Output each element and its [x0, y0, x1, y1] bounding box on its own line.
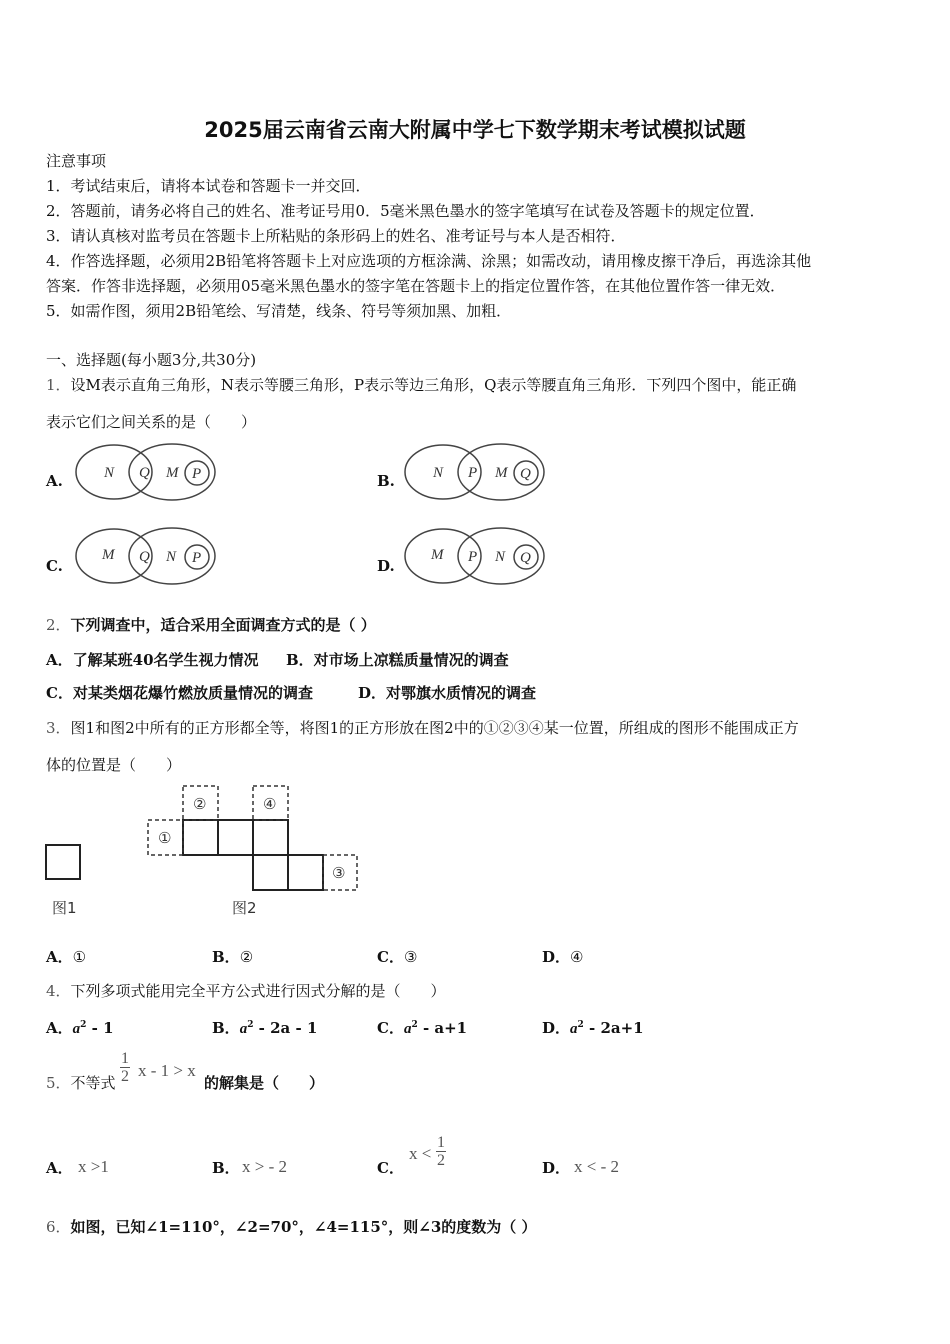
option-label: A． — [46, 1019, 73, 1037]
page-title: 2025届云南省云南大附属中学七下数学期末考试模拟试题 — [204, 118, 746, 142]
option — [46, 1016, 114, 1038]
option: D．对鄂旗水质情况的调查 — [358, 684, 537, 702]
figure-2-caption: 图2 — [232, 899, 257, 917]
venn-label: P — [192, 550, 202, 566]
notice-item: 1．考试结束后，请将本试卷和答题卡一并交回． — [46, 177, 371, 195]
figure-1-square — [46, 845, 80, 879]
option-value: ③ — [403, 948, 418, 966]
option — [542, 948, 583, 966]
exponent: 2 — [411, 1020, 418, 1030]
question-text: 的解集是（ ） — [204, 1074, 325, 1092]
venn-label: M — [431, 547, 444, 563]
position-mark-2: ② — [193, 795, 207, 813]
variable: a — [570, 1021, 578, 1037]
option-label: C． — [377, 1159, 404, 1177]
notice-item: 答案．作答非选择题，必须用05毫米黑色墨水的签字笔在答题卡上的指定位置作答，在其他位置作答一律无效． — [46, 277, 786, 295]
inequality-expression: x - 1 > x — [138, 1061, 196, 1080]
question-number: 5． — [46, 1074, 71, 1092]
notice-item: 2．答题前，请务必将自己的姓名、准考证号用0．5毫米黑色墨水的签字笔填写在试卷及答题卡的规定位置． — [46, 202, 765, 220]
question-text: 下列调查中，适合采用全面调查方式的是（ ） — [70, 616, 376, 634]
venn-label: Q — [139, 465, 150, 481]
numerator: 1 — [121, 1050, 129, 1067]
venn-label: N — [166, 549, 177, 565]
question-2 — [46, 616, 376, 634]
option-value: ② — [239, 948, 254, 966]
expression: - 2a+1 — [583, 1019, 644, 1037]
option — [46, 948, 86, 966]
fraction — [120, 1050, 130, 1085]
cube-net-figure — [40, 780, 370, 925]
option-label: A. — [46, 472, 63, 490]
question-number: 1． — [46, 376, 71, 394]
option-value: x < — [409, 1144, 432, 1163]
venn-label: Q — [139, 549, 150, 565]
exponent: 2 — [577, 1020, 584, 1030]
question-text: 图1和图2中所有的正方形都全等，将图1的正方形放在图2中的①②③④某一位置，所组成的图形不能围成正方 — [70, 719, 799, 737]
option-label: D. — [377, 557, 395, 575]
variable: a — [403, 1021, 412, 1037]
option — [212, 1016, 317, 1038]
venn-label: M — [166, 465, 179, 481]
venn-label: N — [104, 465, 115, 481]
option-value: x < - 2 — [574, 1157, 619, 1176]
notice-item: 4．作答选择题，必须用2B铅笔将答题卡上对应选项的方框涂满、涂黑；如需改动，请用橡皮擦干净后，再选涂其他 — [46, 252, 812, 270]
numerator: 1 — [437, 1134, 445, 1151]
question-6 — [46, 1218, 537, 1236]
question-3-cont: 体的位置是（ ） — [46, 756, 182, 774]
venn-label: Q — [520, 550, 531, 566]
option-label: C． — [377, 948, 404, 966]
question-number: 4． — [46, 982, 71, 1000]
question-text: 如图，已知∠1=110°，∠2=70°，∠4=115°，则∠3的度数为（ ） — [70, 1218, 537, 1236]
question-text: 下列多项式能用完全平方公式进行因式分解的是（ ） — [70, 982, 446, 1000]
option-value: x > - 2 — [242, 1157, 287, 1176]
option-label: D． — [542, 1159, 571, 1177]
option: B．对市场上凉糕质量情况的调查 — [286, 651, 509, 669]
question-number: 3． — [46, 719, 71, 737]
option: A．了解某班40名学生视力情况 — [46, 651, 259, 669]
option-value: x >1 — [78, 1157, 109, 1176]
question-1-cont: 表示它们之间关系的是（ ） — [46, 413, 257, 431]
expression: - 1 — [86, 1019, 114, 1037]
option — [377, 1016, 467, 1038]
notice-heading: 注意事项 — [46, 152, 107, 170]
variable: a — [239, 1021, 248, 1037]
option-label: B． — [212, 948, 240, 966]
venn-label: M — [495, 465, 508, 481]
option-label: D． — [542, 1019, 571, 1037]
fraction — [436, 1134, 446, 1169]
option: C．对某类烟花爆竹燃放质量情况的调查 — [46, 684, 313, 702]
venn-label: N — [433, 465, 444, 481]
section-heading: 一、选择题(每小题3分,共30分) — [46, 351, 257, 369]
option-label: C． — [377, 1019, 404, 1037]
exponent: 2 — [247, 1020, 254, 1030]
venn-diagram-c — [72, 526, 222, 588]
venn-label: Q — [520, 466, 531, 482]
option — [542, 1016, 644, 1038]
option-label: B. — [377, 472, 395, 490]
venn-diagram-d — [401, 526, 551, 588]
position-mark-3: ③ — [332, 864, 346, 882]
question-1 — [46, 376, 796, 394]
question-text: 设M表示直角三角形，N表示等腰三角形，P表示等边三角形，Q表示等腰直角三角形．下列四个图中，能正确 — [70, 376, 797, 394]
option-label: B． — [212, 1019, 240, 1037]
venn-diagram-b — [401, 442, 551, 504]
option-value: ④ — [570, 948, 584, 966]
figure-1-caption: 图1 — [52, 899, 77, 917]
option — [377, 948, 417, 966]
option — [212, 948, 253, 966]
variable: a — [72, 1021, 81, 1037]
figure-2-net — [183, 820, 323, 890]
option-label: B． — [212, 1159, 240, 1177]
venn-diagram-a — [72, 442, 222, 504]
question-text: 不等式 — [70, 1074, 116, 1092]
expression: - a+1 — [417, 1019, 468, 1037]
notice-item: 3．请认真核对监考员在答题卡上所粘贴的条形码上的姓名、准考证号与本人是否相符． — [46, 227, 626, 245]
venn-label: P — [468, 549, 478, 565]
expression: - 2a - 1 — [253, 1019, 318, 1037]
question-3 — [46, 719, 799, 737]
option-value: ① — [72, 948, 87, 966]
question-number: 2． — [46, 616, 71, 634]
notice-item: 5．如需作图，须用2B铅笔绘、写清楚，线条、符号等须加黑、加粗． — [46, 302, 512, 320]
denominator: 2 — [121, 1068, 129, 1085]
option-label: A． — [46, 1159, 73, 1177]
option-label: D． — [542, 948, 571, 966]
denominator: 2 — [437, 1152, 445, 1169]
question-5 — [46, 1074, 116, 1092]
venn-label: M — [102, 547, 115, 563]
question-number: 6． — [46, 1218, 71, 1236]
position-mark-1: ① — [158, 829, 172, 847]
position-mark-4: ④ — [263, 795, 277, 813]
question-4 — [46, 982, 446, 1000]
exponent: 2 — [80, 1020, 87, 1030]
venn-label: P — [192, 466, 202, 482]
option-label: C. — [46, 557, 63, 575]
option-label: A． — [46, 948, 73, 966]
venn-label: N — [495, 549, 506, 565]
venn-label: P — [468, 465, 478, 481]
